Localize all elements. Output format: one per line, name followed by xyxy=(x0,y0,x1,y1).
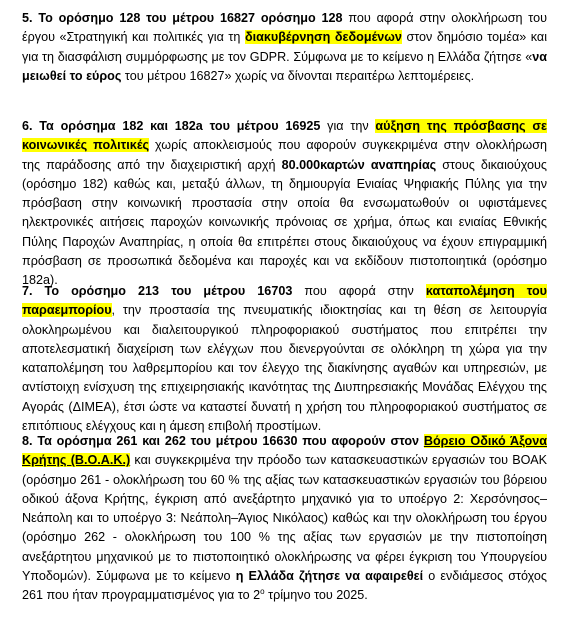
text-segment: που αφορά στην xyxy=(292,284,426,298)
bold-text: να μειωθεί το εύρος xyxy=(22,49,547,83)
bold-text: 8. Τα ορόσημα 261 και 262 του μέτρου 16630 που αφορούν στον xyxy=(22,434,424,448)
paragraph-milestone-213 xyxy=(22,282,547,436)
text-segment: , την προστασία της πνευματικής ιδιοκτησίας και τη θέση σε λειτουργία ολοκληρωμένου και διαλειτουργικού πληροφοριακού συστήματος που επιτρέπει την αποτελεσματική διαχείριση των ελέγχων που διενεργούνται σε ολόκληρη τη χώρα για την καταπολέμηση του λαθρεμπορίου και τον έλεγχο της διακίνησης αγαθών και υπηρεσιών, με αντίστοιχη ενίσχυση της επιχειρησιακής ικανότητας της Διυπηρεσιακής Μονάδας Ελέγχου της Αγοράς (ΔΙΜΕΑ), έτσι ώστε να καταστεί δυνατή η χρήση του πληροφοριακού συστήματος σε επιτόπιους ελέγχους και η άμεση επιβολή προστίμων. xyxy=(22,303,547,434)
text-segment: στους δικαιούχους (ορόσημο 182) καθώς και, μεταξύ άλλων, τη δημιουργία Ενιαίας Ψηφιακής Πύλης για την πρόσβαση στην κοινωνική προστασία στην οποία θα ενσωματωθούν οι υφιστάμενες ηλεκτρονικές αιτήσεις παροχών κοινωνικής πρόνοιας σε χρήμα, όπως και ενιαίας Εθνικής Πύλης Παροχών Αναπηρίας, η οποία θα επιτρέπει στους δικαιούχους να έχουν επιγραμμική πρόσβαση σε προσωπικά δεδομένα και παροχές και να εκδίδουν πιστοποιητικά (ορόσημο 182a). xyxy=(22,157,547,288)
text-segment: για την xyxy=(320,119,376,133)
paragraph-milestones-182-182a xyxy=(22,117,547,291)
text-segment: στον δημόσιο τομέα» και για τη διασφάλιση συμμόρφωσης με τον GDPR. Σύμφωνα με το κείμενο η Ελλάδα ζήτησε « xyxy=(22,30,548,64)
highlighted-text: Βόρειο Οδικό Άξονα Κρήτης (Β.Ο.Α.Κ.) xyxy=(22,434,547,468)
highlighted-text: αύξηση της πρόσβασης σε κοινωνικές πολιτικές xyxy=(22,119,547,153)
text-segment: τρίμηνο του 2025. xyxy=(264,588,368,603)
bold-text: 80.000καρτών αναπηρίας xyxy=(281,157,437,172)
superscript-text: ο xyxy=(260,587,265,597)
text-segment: και συγκεκριμένα την πρόοδο των κατασκευαστικών εργασιών του ΒΟΑΚ (ορόσημο 261 - ολοκλήρωση του 60 % της αξίας των κατασκευαστικών εργασιών του βόρειου οδικού άξονα Κρήτης, έγκριση από ανεξάρτητο μηχανικό για το υποέργο 2: Χερσόνησος– Νεάπολη και το υποέργο 3: Νεάπολη–Άγιος Νικόλαος) καθώς και την ολοκλήρωση του έργου (ορόσημο 262 - ολοκλήρωση του 100 % της αξίας των εργασιών με την πιστοποίηση ανεξάρτητου μηχανικού με το πιστοποιητικό ολοκλήρωσης να φέρει έγκριση του Υπουργείου Υποδομών). Σύμφωνα με το κείμενο xyxy=(22,453,548,584)
bold-text: 5. Το ορόσημο 128 του μέτρου 16827 ορόσημο 128 xyxy=(22,11,343,25)
highlighted-text: διακυβέρνηση δεδομένων xyxy=(244,30,402,45)
bold-text: 7. Το ορόσημο 213 του μέτρου 16703 xyxy=(22,284,293,298)
bold-text: 6. Τα ορόσημα 182 και 182a του μέτρου 16925 xyxy=(22,119,321,133)
paragraph-milestone-128 xyxy=(22,9,547,86)
highlighted-text: καταπολέμηση του παραεμπορίου xyxy=(22,284,547,318)
text-segment: ο ενδιάμεσος στόχος 261 που ήταν προγραμματισμένος για το 2 xyxy=(22,569,547,603)
text-segment: χωρίς αποκλεισμούς που αφορούν συγκεκριμένα στην ολοκλήρωση της παράδοσης από την διαχειριστική αρχή xyxy=(22,138,547,172)
text-segment: του μέτρου 16827» χωρίς να δίνονται περαιτέρω λεπτομέρειες. xyxy=(121,68,475,83)
bold-text: η Ελλάδα ζήτησε να αφαιρεθεί xyxy=(235,569,424,584)
paragraph-milestones-261-262 xyxy=(22,432,547,606)
text-segment: που αφορά στην ολοκλήρωση του έργου «Στρατηγική και πολιτικές για τη xyxy=(22,11,547,45)
